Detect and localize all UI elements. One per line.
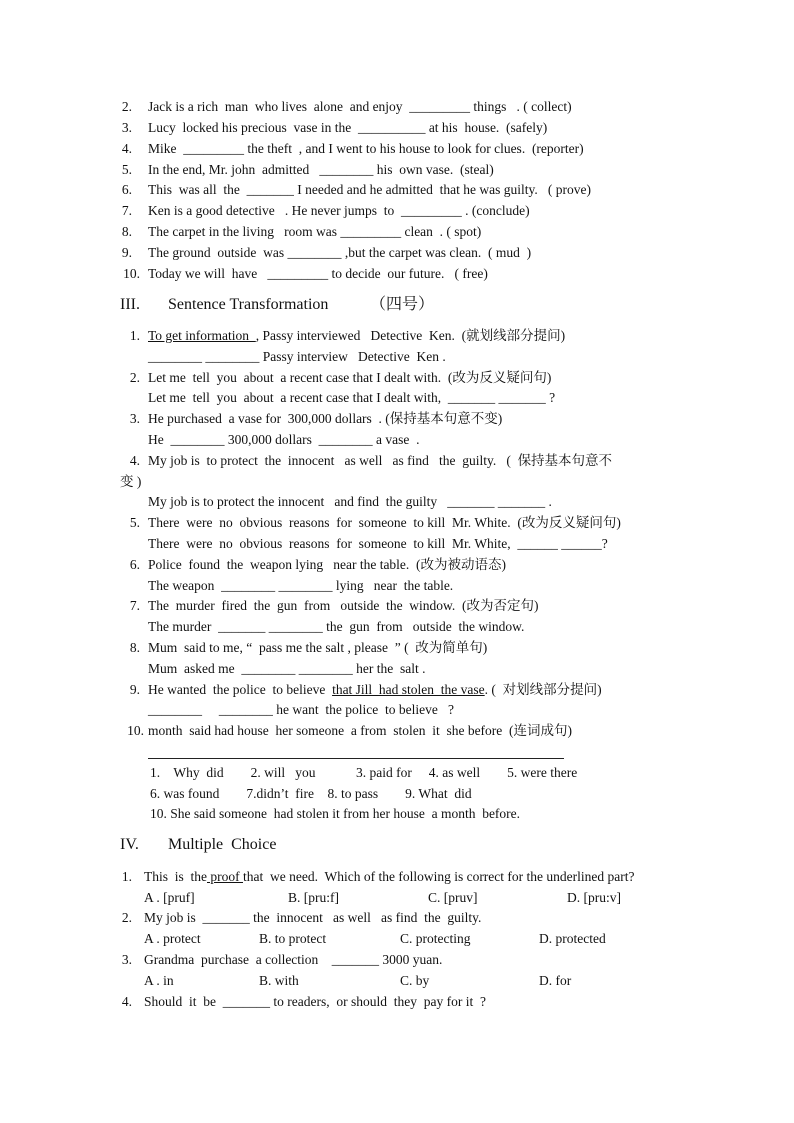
item-number: 6. xyxy=(121,182,132,197)
list-item-wrap: 变 ) xyxy=(120,474,142,489)
item-number: 6. xyxy=(129,557,140,572)
item-number: 8. xyxy=(121,224,132,239)
section-title: Multiple Choice xyxy=(168,836,277,853)
question-text: This is the xyxy=(144,869,207,884)
option-a: A . in xyxy=(144,973,174,988)
list-item: There were no obvious reasons for someone to kill Mr. White. (改为反义疑问句) xyxy=(148,515,621,530)
item-number: 8. xyxy=(129,640,140,655)
list-item: The ground outside was ________ ,but the carpet was clean. ( mud ) xyxy=(148,245,532,260)
option-b: B. to protect xyxy=(259,931,327,946)
option-c: C. by xyxy=(400,973,430,988)
list-item: Mum said to me, “ pass me the salt , please ” ( 改为简单句) xyxy=(148,640,488,655)
item-number: 10. xyxy=(123,266,140,281)
list-item: Grandma purchase a collection _______ 3000 yuan. xyxy=(144,952,443,967)
list-item: He purchased a vase for 300,000 dollars . (保持基本句意不变) xyxy=(148,411,503,426)
item-number: 1. xyxy=(129,328,140,343)
answer-line: ________ ________ he want the police to believe ? xyxy=(148,702,454,717)
list-item xyxy=(148,327,565,345)
answer-key-line: 6. was found 7.didn’t fire 8. to pass 9. What did xyxy=(150,786,472,801)
option-a: A . protect xyxy=(144,931,201,946)
item-number: 2. xyxy=(121,910,132,925)
list-item: Let me tell you about a recent case that I dealt with. (改为反义疑问句) xyxy=(148,370,552,385)
answer-line: Let me tell you about a recent case that I dealt with, _______ _______ ? xyxy=(148,390,556,405)
option-d: D. for xyxy=(539,973,572,988)
underlined-phrase: that Jill had stolen the vase xyxy=(332,682,485,697)
list-item: Ken is a good detective . He never jumps to _________ . (conclude) xyxy=(148,203,530,218)
option-c: C. [pruv] xyxy=(428,890,478,905)
underlined-word: proof xyxy=(207,869,243,884)
answer-line: The weapon ________ ________ lying near the table. xyxy=(148,578,454,593)
item-number: 10. xyxy=(127,723,144,738)
answer-key-line: 1. Why did 2. will you 3. paid for 4. as well 5. were there xyxy=(150,765,578,780)
section-title: Sentence Transformation xyxy=(168,296,329,313)
list-item: Lucy locked his precious vase in the __________ at his house. (safely) xyxy=(148,120,548,135)
item-number: 5. xyxy=(129,515,140,530)
answer-line: There were no obvious reasons for someone to kill Mr. White, ______ ______? xyxy=(148,536,608,551)
list-item: Mike _________ the theft , and I went to his house to look for clues. (reporter) xyxy=(148,141,584,156)
list-item: Should it be _______ to readers, or should they pay for it ? xyxy=(144,994,486,1009)
list-item: My job is _______ the innocent as well as find the guilty. xyxy=(144,910,482,925)
list-item: The murder fired the gun from outside the window. (改为否定句) xyxy=(148,598,539,613)
list-item: My job is to protect the innocent as well as find the guilty. ( 保持基本句意不 xyxy=(148,453,613,468)
answer-rule xyxy=(148,758,564,759)
item-number: 3. xyxy=(121,952,132,967)
list-item: The carpet in the living room was _________ clean . ( spot) xyxy=(148,224,482,239)
list-item xyxy=(148,681,602,699)
item-number: 2. xyxy=(129,370,140,385)
option-b: B. [pru:f] xyxy=(288,890,339,905)
item-number: 4. xyxy=(121,141,132,156)
section-roman-numeral: IV. xyxy=(120,836,139,853)
item-number: 1. xyxy=(121,869,132,884)
item-number: 7. xyxy=(129,598,140,613)
option-c: C. protecting xyxy=(400,931,471,946)
answer-line: ________ ________ Passy interview Detective Ken . xyxy=(148,349,446,364)
list-item: month said had house her someone a from stolen it she before (连词成句) xyxy=(148,723,573,738)
answer-key-line: 10. She said someone had stolen it from her house a month before. xyxy=(150,806,521,821)
underlined-phrase: To get information xyxy=(148,328,256,343)
question-text: . ( 对划线部分提问) xyxy=(484,682,602,697)
item-number: 9. xyxy=(129,682,140,697)
section-roman-numeral: III. xyxy=(120,296,140,313)
item-number: 4. xyxy=(129,453,140,468)
item-number: 3. xyxy=(129,411,140,426)
item-number: 3. xyxy=(121,120,132,135)
list-item: This was all the _______ I needed and he admitted that he was guilty. ( prove) xyxy=(148,182,592,197)
option-a: A . [pruf] xyxy=(144,890,195,905)
answer-line: My job is to protect the innocent and find the guilty _______ _______ . xyxy=(148,494,552,509)
list-item: Today we will have _________ to decide our future. ( free) xyxy=(148,266,488,281)
section-note: （四号） xyxy=(370,296,435,313)
option-b: B. with xyxy=(259,973,299,988)
answer-line: He ________ 300,000 dollars ________ a vase . xyxy=(148,432,420,447)
question-text: He wanted the police to believe xyxy=(148,682,333,697)
option-d: D. protected xyxy=(539,931,606,946)
answer-line: Mum asked me ________ ________ her the salt . xyxy=(148,661,426,676)
item-number: 2. xyxy=(121,99,132,114)
list-item: Jack is a rich man who lives alone and enjoy _________ things . ( collect) xyxy=(148,99,572,114)
list-item: Police found the weapon lying near the table. (改为被动语态) xyxy=(148,557,507,572)
question-text: that we need. Which of the following is correct for the underlined part? xyxy=(243,869,635,884)
list-item xyxy=(144,868,635,886)
item-number: 7. xyxy=(121,203,132,218)
item-number: 5. xyxy=(121,162,132,177)
list-item: In the end, Mr. john admitted ________ his own vase. (steal) xyxy=(148,162,494,177)
item-number: 9. xyxy=(121,245,132,260)
item-number: 4. xyxy=(121,994,132,1009)
question-text: , Passy interviewed Detective Ken. (就划线部分提问) xyxy=(255,328,566,343)
answer-line: The murder _______ ________ the gun from outside the window. xyxy=(148,619,525,634)
option-d: D. [pru:v] xyxy=(567,890,621,905)
